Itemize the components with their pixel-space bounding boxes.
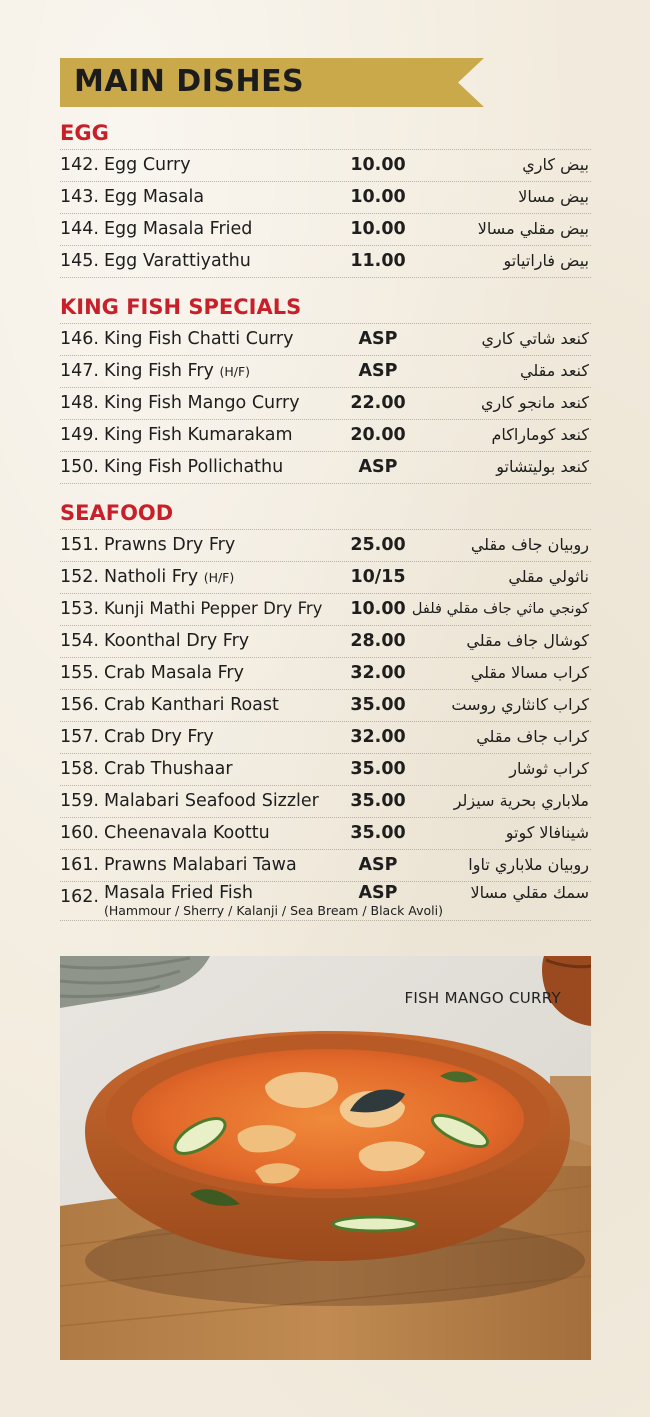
photo-caption: FISH MANGO CURRY [404, 989, 561, 1007]
item-number: 154. [60, 631, 99, 651]
menu-item [60, 246, 591, 278]
item-name-arabic: ناثولي مقلي [508, 567, 589, 586]
menu-item [60, 182, 591, 214]
menu-item [60, 388, 591, 420]
menu-item [60, 150, 591, 182]
menu-item [60, 214, 591, 246]
item-number: 143. [60, 187, 99, 207]
section-egg [60, 118, 591, 278]
section-title: SEAFOOD [60, 498, 591, 530]
item-name: Natholi Fry [104, 567, 199, 587]
item-price: ASP [358, 855, 398, 875]
item-name-arabic: كنعد بوليتشاتو [496, 457, 589, 476]
item-name-arabic: بيض مسالا [518, 187, 589, 206]
item-name: Cheenavala Koottu [104, 823, 270, 843]
item-number: 142. [60, 155, 99, 175]
item-name-arabic: روبيان ملاباري تاوا [468, 855, 589, 874]
item-name: King Fish Fry [104, 361, 214, 381]
item-number: 147. [60, 361, 99, 381]
item-name: King Fish Kumarakam [104, 425, 293, 445]
menu-item [60, 626, 591, 658]
section-king-fish-specials [60, 292, 591, 484]
item-price: 35.00 [350, 791, 406, 811]
menu-item [60, 786, 591, 818]
menu-item [60, 818, 591, 850]
item-fish-options: (Hammour / Sherry / Kalanji / Sea Bream / Black Avoli) [104, 903, 443, 918]
item-name-arabic: كونجي ماثي جاف مقلي فلفل [411, 601, 589, 617]
item-price: 10.00 [350, 599, 406, 619]
item-price: 35.00 [350, 823, 406, 843]
item-price: ASP [358, 883, 398, 903]
item-price: 20.00 [350, 425, 406, 445]
main-dishes-banner [60, 58, 484, 107]
item-name: Crab Kanthari Roast [104, 695, 279, 715]
menu-item [60, 324, 591, 356]
item-name: Crab Masala Fry [104, 663, 244, 683]
item-number: 146. [60, 329, 99, 349]
item-name: Egg Curry [104, 155, 191, 175]
section-title: EGG [60, 118, 591, 150]
item-number: 149. [60, 425, 99, 445]
item-price: ASP [358, 329, 398, 349]
menu-item [60, 658, 591, 690]
menu-item [60, 530, 591, 562]
item-note: (H/F) [219, 364, 251, 379]
item-number: 150. [60, 457, 99, 477]
item-number: 161. [60, 855, 99, 875]
item-name: King Fish Pollichathu [104, 457, 284, 477]
item-price: 32.00 [350, 663, 406, 683]
item-name-arabic: كراب مسالا مقلي [470, 663, 589, 682]
item-name-arabic: بيض فاراتياتو [503, 251, 589, 270]
item-name-arabic: كراب ثوشار [509, 759, 589, 778]
item-price: 28.00 [350, 631, 406, 651]
item-name: Egg Masala [104, 187, 205, 207]
item-name: Malabari Seafood Sizzler [104, 791, 319, 811]
item-number: 159. [60, 791, 99, 811]
item-price: ASP [358, 457, 398, 477]
item-name-arabic: بيض كاري [522, 155, 589, 174]
item-name-arabic: كنعد شاتي كاري [481, 329, 589, 348]
item-name-arabic: بيض مقلي مسالا [477, 219, 589, 238]
item-name-arabic: ملاباري بحرية سيزلر [453, 791, 589, 810]
item-name: Prawns Malabari Tawa [104, 855, 297, 875]
item-name: Egg Masala Fried [104, 219, 253, 239]
section-seafood [60, 498, 591, 921]
item-name-arabic: كنعد مقلي [520, 361, 589, 380]
item-number: 153. [60, 599, 99, 619]
item-name-arabic: كنعد كوماراكام [491, 425, 589, 444]
menu-item [60, 356, 591, 388]
item-note: (H/F) [203, 570, 235, 585]
item-price: ASP [358, 361, 398, 381]
item-name: Koonthal Dry Fry [104, 631, 250, 651]
menu-content [60, 118, 591, 921]
item-name: King Fish Chatti Curry [104, 329, 294, 349]
item-price: 25.00 [350, 535, 406, 555]
item-price: 11.00 [350, 251, 406, 271]
item-price: 32.00 [350, 727, 406, 747]
item-price: 35.00 [350, 759, 406, 779]
menu-item [60, 452, 591, 484]
item-name-arabic: كراب جاف مقلي [476, 727, 589, 746]
menu-item [60, 690, 591, 722]
item-price: 22.00 [350, 393, 406, 413]
item-number: 155. [60, 663, 99, 683]
menu-item [60, 754, 591, 786]
menu-item [60, 562, 591, 594]
item-name-arabic: روبيان جاف مقلي [470, 535, 589, 554]
item-price: 10.00 [350, 155, 406, 175]
item-number: 160. [60, 823, 99, 843]
page-title: MAIN DISHES [74, 64, 305, 99]
item-number: 144. [60, 219, 99, 239]
item-name-arabic: شينافالا كوتو [505, 823, 589, 842]
item-name-arabic: كنعد مانجو كاري [481, 393, 589, 412]
menu-item [60, 722, 591, 754]
menu-item [60, 420, 591, 452]
item-name-arabic: كراب كانثاري روست [451, 695, 589, 714]
item-price: 35.00 [350, 695, 406, 715]
item-name: Kunji Mathi Pepper Dry Fry [104, 599, 323, 618]
item-number: 162. [60, 887, 99, 907]
menu-item [60, 882, 591, 921]
item-price: 10/15 [350, 567, 406, 587]
menu-item [60, 594, 591, 626]
item-price: 10.00 [350, 187, 406, 207]
item-name: King Fish Mango Curry [104, 393, 300, 413]
section-title: KING FISH SPECIALS [60, 292, 591, 324]
item-price: 10.00 [350, 219, 406, 239]
item-number: 152. [60, 567, 99, 587]
food-photo [60, 956, 591, 1360]
item-name-arabic: سمك مقلي مسالا [470, 883, 589, 902]
item-name: Prawns Dry Fry [104, 535, 236, 555]
item-name-with-note [104, 356, 250, 387]
fish-mango-curry-photo [60, 956, 591, 1360]
item-name: Egg Varattiyathu [104, 251, 251, 271]
item-number: 151. [60, 535, 99, 555]
item-number: 158. [60, 759, 99, 779]
item-name: Crab Dry Fry [104, 727, 214, 747]
item-name-arabic: كوشال جاف مقلي [466, 631, 589, 650]
item-number: 145. [60, 251, 99, 271]
item-number: 157. [60, 727, 99, 747]
item-number: 156. [60, 695, 99, 715]
item-number: 148. [60, 393, 99, 413]
item-name: Crab Thushaar [104, 759, 233, 779]
item-name: Masala Fried Fish [104, 883, 253, 903]
item-name-with-note [104, 562, 234, 593]
